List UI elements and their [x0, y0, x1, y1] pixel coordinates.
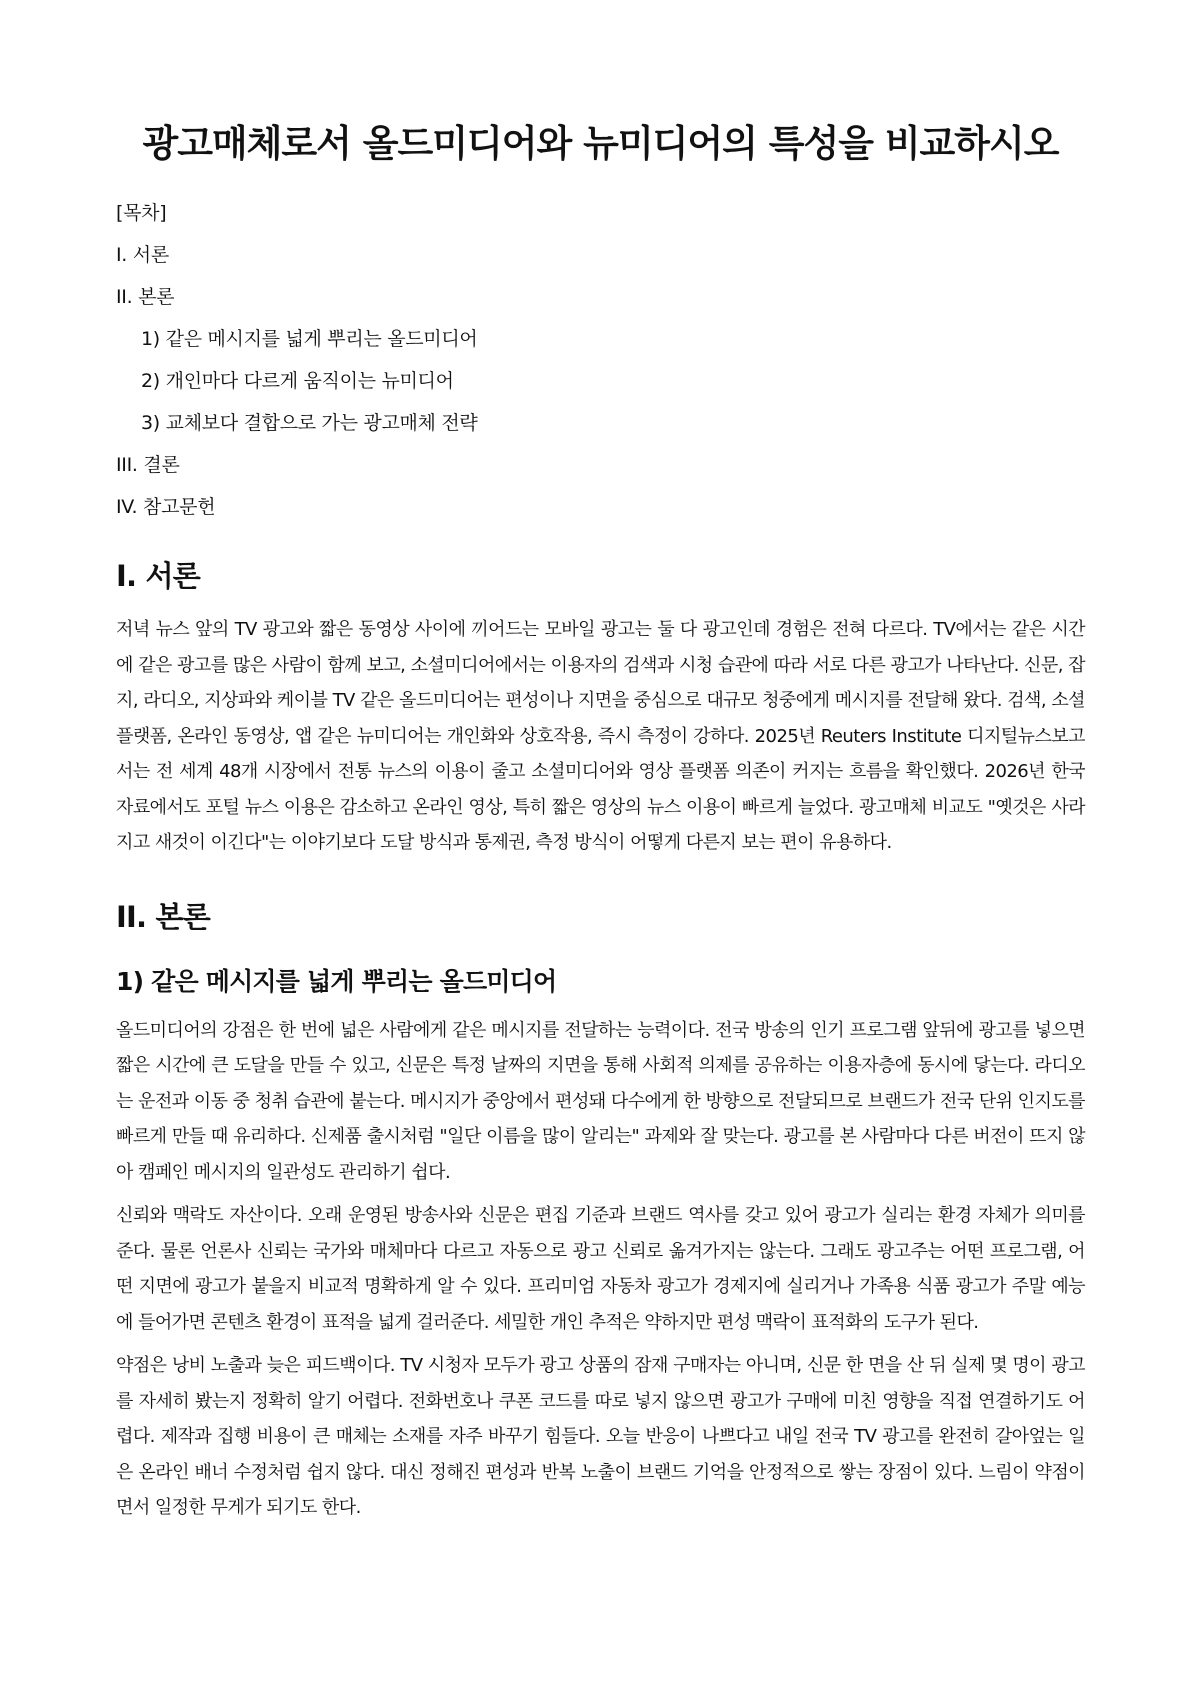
intro-section: [116, 558, 1085, 860]
document-title: 광고매체로서 올드미디어와 뉴미디어의 특성을 비교하시오: [142, 122, 1059, 165]
intro-paragraph: 저녁 뉴스 앞의 TV 광고와 짧은 동영상 사이에 끼어드는 모바일 광고는 둘 다 광고인데 경험은 전혀 다르다. TV에서는 같은 시간에 같은 광고를 많은 사람이 함께 보고, 소셜미디어에서는 이용자의 검색과 시청 습관에 따라 서로 다른 광고가 나타난다. 신문, 잡지, 라디오, 지상파와 케이블 TV 같은 올드미디어는 편성이나 지면을 중심으로 대규모 청중에게 메시지를 전달해 왔다. 검색, 소셜 플랫폼, 온라인 동영상, 앱 같은 뉴미디어는 개인화와 상호작용, 즉시 측정이 강하다. 2025년 Reuters Institute 디지털뉴스보고서는 전 세계 48개 시장에서 전통 뉴스의 이용이 줄고 소셜미디어와 영상 플랫폼 의존이 커지는 흐름을 확인했다. 2026년 한국 자료에서도 포털 뉴스 이용은 감소하고 온라인 영상, 특히 짧은 영상의 뉴스 이용이 빠르게 늘었다. 광고매체 비교도 "옛것은 사라지고 새것이 이긴다"는 이야기보다 도달 방식과 통제권, 측정 방식이 어떻게 다른지 보는 편이 유용하다.: [116, 619, 1085, 854]
table-of-contents: [116, 192, 1085, 528]
toc-item-conclusion: III. 결론: [116, 454, 180, 477]
subsection-heading-old-media: 1) 같은 메시지를 넓게 뿌리는 올드미디어: [116, 967, 557, 997]
old-media-paragraph-3: 약점은 낭비 노출과 늦은 피드백이다. TV 시청자 모두가 광고 상품의 잠재 구매자는 아니며, 신문 한 면을 산 뒤 실제 몇 명이 광고를 자세히 봤는지 정확히 알기 어렵다. 전화번호나 쿠폰 코드를 따로 넣지 않으면 광고가 구매에 미친 영향을 직접 연결하기도 어렵다. 제작과 집행 비용이 큰 매체는 소재를 자주 바꾸기 힘들다. 오늘 반응이 나쁘다고 내일 전국 TV 광고를 완전히 갈아엎는 일은 온라인 배너 수정처럼 쉽지 않다. 대신 정해진 편성과 반복 노출이 브랜드 기억을 안정적으로 쌓는 장점이 있다. 느림이 약점이면서 일정한 무게가 되기도 한다.: [116, 1355, 1085, 1519]
body-section: [116, 899, 1085, 1526]
subsection-old-media: [116, 966, 1085, 1526]
old-media-paragraph-2: 신뢰와 맥락도 자산이다. 오래 운영된 방송사와 신문은 편집 기준과 브랜드 역사를 갖고 있어 광고가 실리는 환경 자체가 의미를 준다. 물론 언론사 신뢰는 국가와 매체마다 다르고 자동으로 광고 신뢰로 옮겨가지는 않는다. 그래도 광고주는 어떤 프로그램, 어떤 지면에 광고가 붙을지 비교적 명확하게 알 수 있다. 프리미엄 자동차 광고가 경제지에 실리거나 가족용 식품 광고가 주말 예능에 들어가면 콘텐츠 환경이 표적을 넓게 걸러준다. 세밀한 개인 추적은 약하지만 편성 맥락이 표적화의 도구가 된다.: [116, 1205, 1085, 1333]
toc-item-references: IV. 참고문헌: [116, 496, 216, 519]
section-heading-intro: I. 서론: [116, 559, 200, 594]
section-heading-body: II. 본론: [116, 899, 210, 934]
old-media-paragraph-1: 올드미디어의 강점은 한 번에 넓은 사람에게 같은 메시지를 전달하는 능력이다. 전국 방송의 인기 프로그램 앞뒤에 광고를 넣으면 짧은 시간에 큰 도달을 만들 수 있고, 신문은 특정 날짜의 지면을 통해 사회적 의제를 공유하는 이용자층에 동시에 닿는다. 라디오는 운전과 이동 중 청취 습관에 붙는다. 메시지가 중앙에서 편성돼 다수에게 한 방향으로 전달되므로 브랜드가 전국 단위 인지도를 빠르게 만들 때 유리하다. 신제품 출시처럼 "일단 이름을 많이 알리는" 과제와 잘 맞는다. 광고를 본 사람마다 다른 버전이 뜨지 않아 캠페인 메시지의 일관성도 관리하기 쉽다.: [116, 1019, 1085, 1183]
toc-item-body-3: 3) 교체보다 결합으로 가는 광고매체 전략: [141, 412, 478, 435]
toc-item-body-2: 2) 개인마다 다르게 움직이는 뉴미디어: [141, 370, 454, 393]
toc-item-body: II. 본론: [116, 286, 175, 309]
toc-item-body-1: 1) 같은 메시지를 넓게 뿌리는 올드미디어: [141, 328, 478, 351]
toc-item-intro: I. 서론: [116, 244, 169, 267]
toc-heading: [목차]: [116, 202, 167, 225]
